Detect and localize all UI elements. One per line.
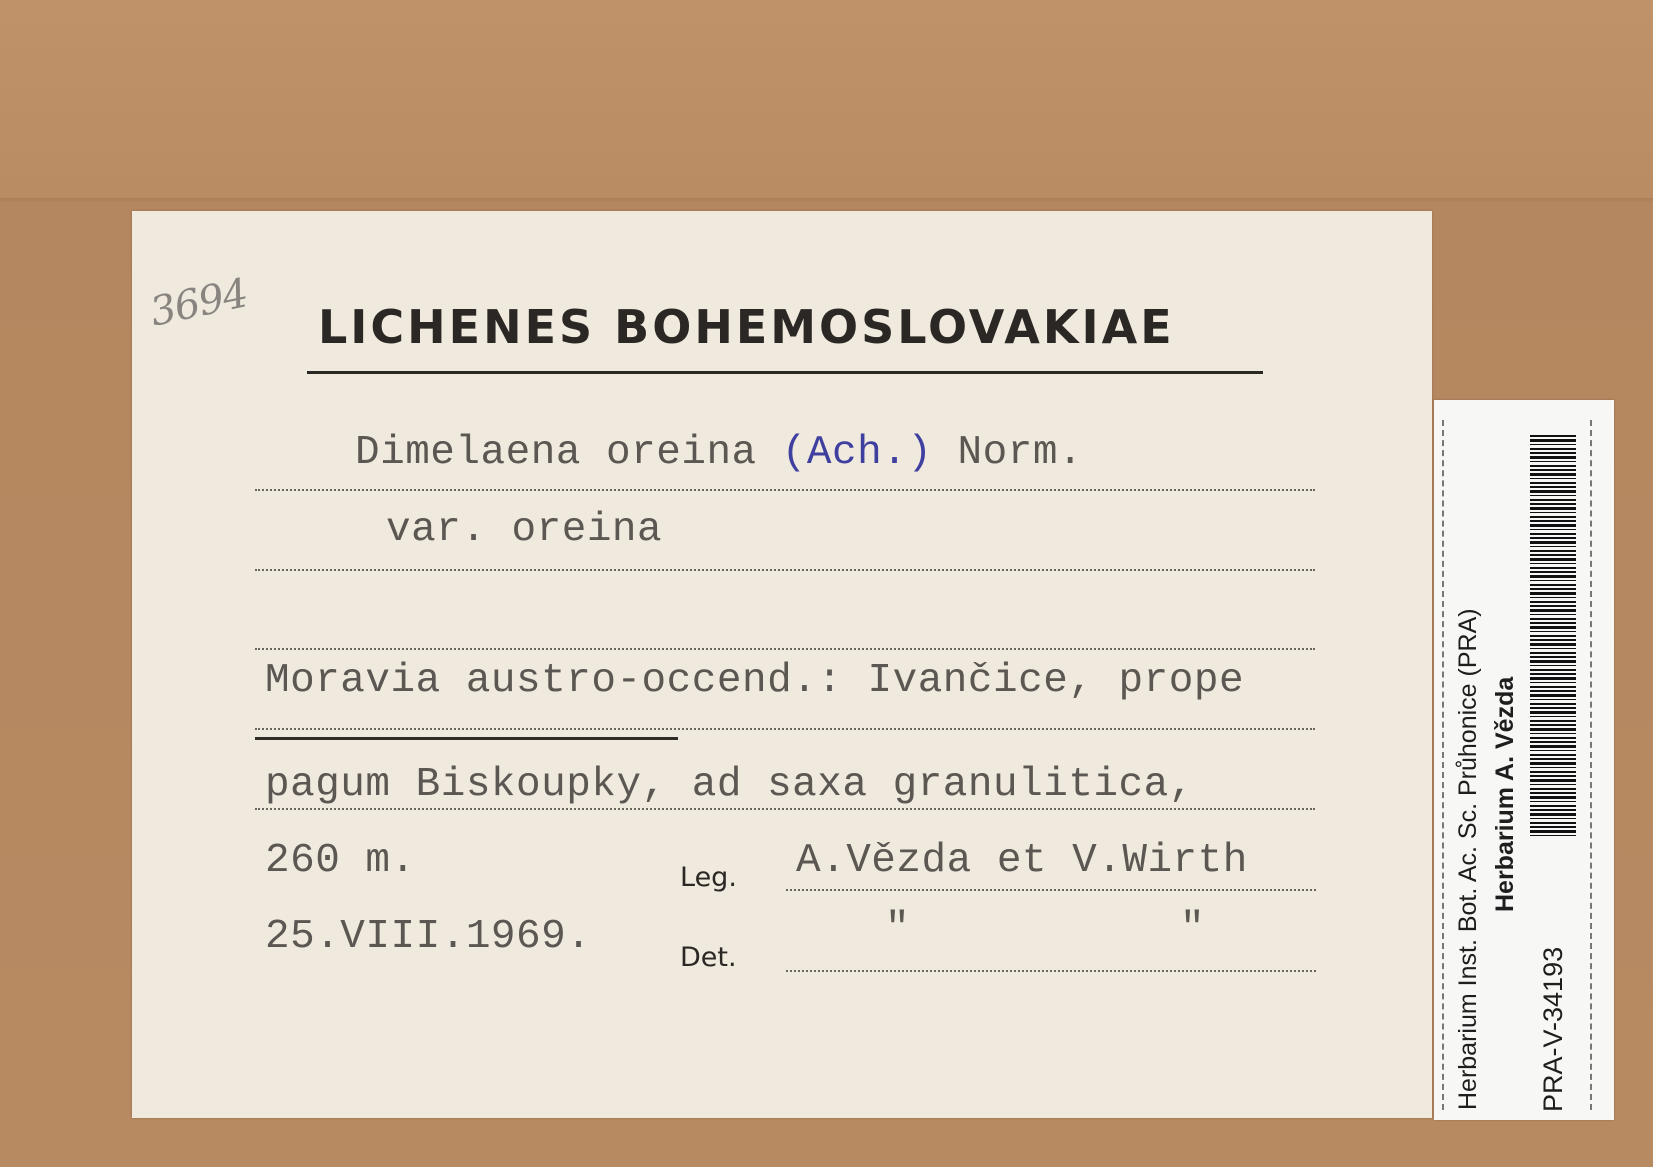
strip-dashed-border-left	[1442, 420, 1444, 1110]
taxon-author-paren: (Ach.)	[781, 430, 933, 476]
taxon-author: Norm.	[932, 430, 1084, 476]
header-underline	[307, 371, 1263, 374]
det-label: Det.	[680, 942, 737, 973]
herbarium-name: Herbarium A. Vězda	[1491, 676, 1519, 912]
dotted-line-leg	[786, 889, 1316, 891]
taxon-name-line	[355, 430, 1083, 476]
cardboard-fold	[0, 198, 1653, 204]
institution-text: Herbarium Inst. Bot. Ac. Sc. Průhonice (PRA)	[1454, 608, 1482, 1110]
barcode-id: PRA-V-34193	[1538, 946, 1568, 1112]
strip-dashed-border-right	[1590, 420, 1592, 1110]
leg-label: Leg.	[680, 862, 737, 893]
det-ditto-2: "	[1180, 906, 1206, 952]
dotted-line-1	[255, 489, 1315, 491]
locality-line-2: pagum Biskoupky, ad saxa granulitica,	[265, 762, 1194, 808]
dotted-line-5	[255, 808, 1315, 810]
collectors: A.Vězda et V.Wirth	[796, 838, 1248, 884]
taxon-name: Dimelaena oreina	[355, 430, 782, 476]
locality-underline	[255, 737, 678, 740]
dotted-line-4	[255, 728, 1315, 730]
dotted-line-3	[255, 648, 1315, 650]
altitude: 260 m.	[265, 838, 416, 884]
taxon-variety: var. oreina	[386, 507, 663, 553]
locality-line-1: Moravia austro-occend.: Ivančice, prope	[265, 658, 1245, 704]
label-header: LICHENES BOHEMOSLOVAKIAE	[318, 300, 1175, 354]
dotted-line-2	[255, 569, 1315, 571]
det-ditto-1: "	[885, 906, 911, 952]
handwritten-number: 3694	[146, 270, 252, 336]
dotted-line-det	[786, 970, 1316, 972]
collection-date: 25.VIII.1969.	[265, 914, 592, 960]
barcode-icon	[1530, 435, 1576, 837]
